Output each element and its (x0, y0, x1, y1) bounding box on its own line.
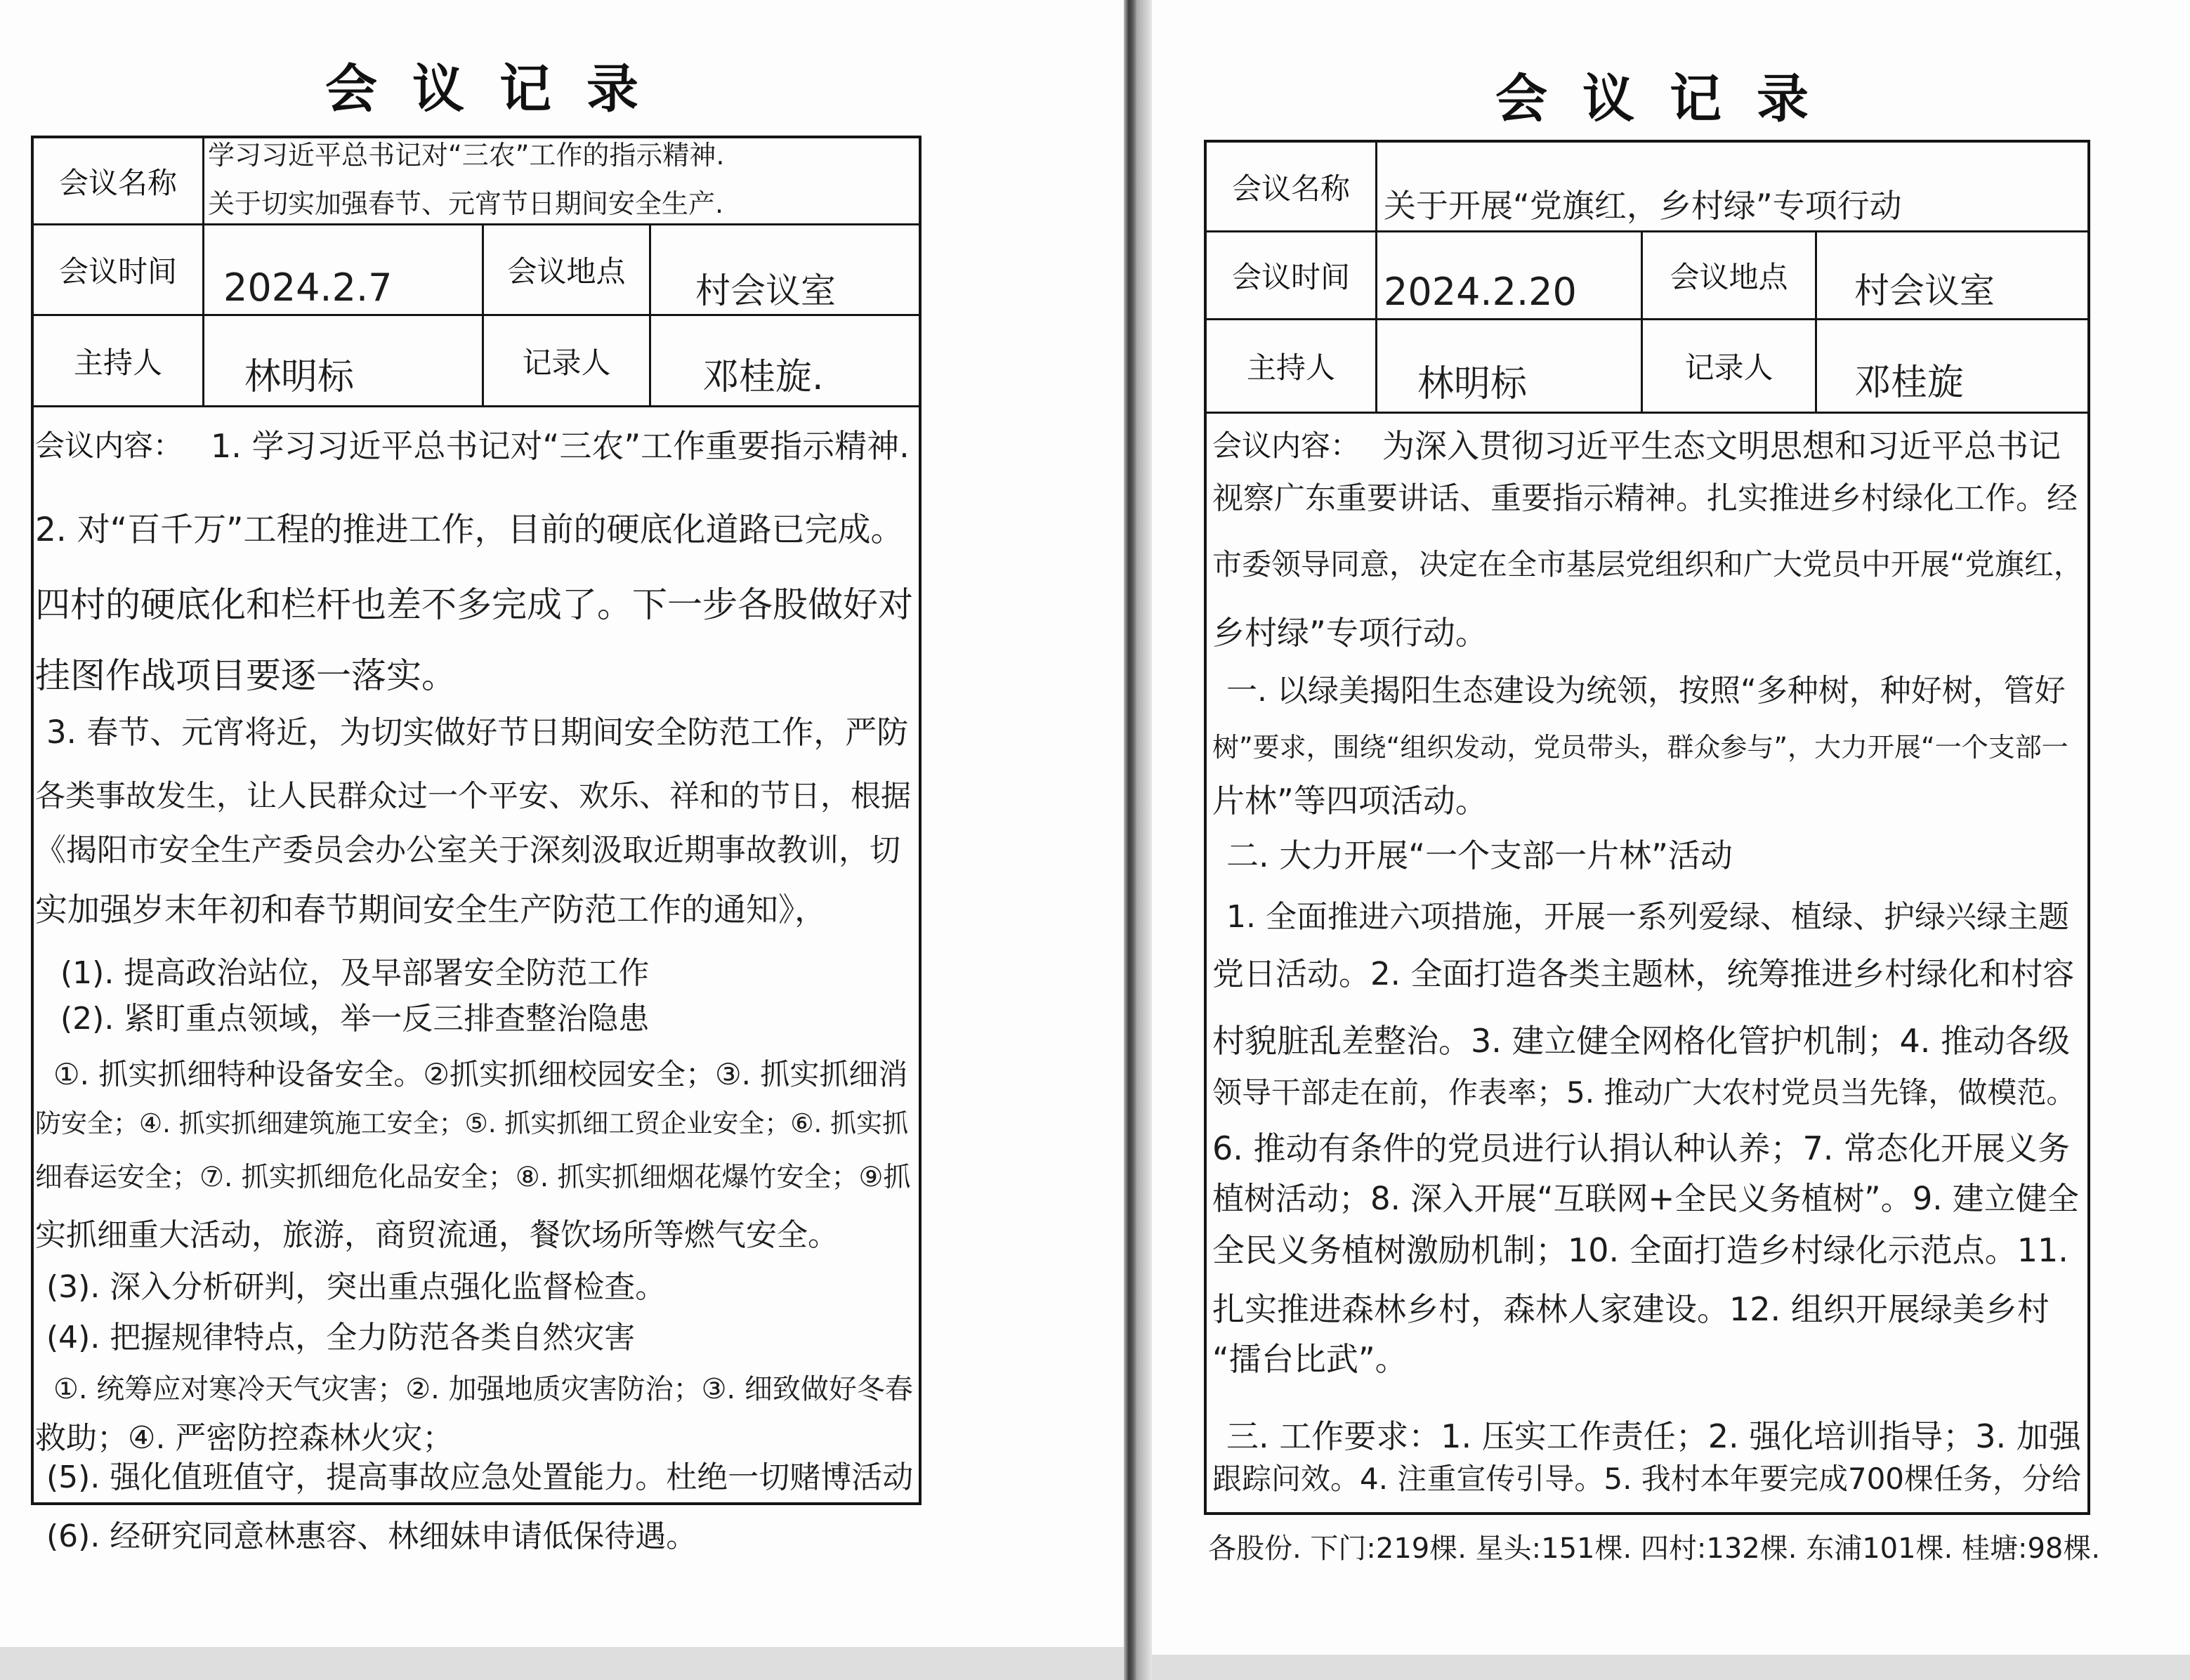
meeting-place-label: 会议地点 (507, 254, 626, 289)
content-line: ①. 抓实抓细特种设备安全。②抓实抓细校园安全；③. 抓实抓细消 (53, 1057, 908, 1091)
page-gutter-shadow (1124, 0, 1136, 1680)
meeting-name-label: 会议名称 (1231, 171, 1350, 206)
host-label: 主持人 (73, 345, 162, 380)
content-line: (1). 提高政治站位，及早部署安全防范工作 (60, 955, 650, 991)
content-line: 全民义务植树激励机制；10. 全面打造乡村绿化示范点。11. (1212, 1231, 2068, 1269)
right-page (1152, 0, 2190, 1655)
content-line: 6. 推动有条件的党员进行认捐认种认养；7. 常态化开展义务 (1212, 1129, 2071, 1167)
meeting-content-label: 会议内容： (35, 428, 183, 463)
table-rule (202, 138, 204, 405)
content-line: 实加强岁末年初和春节期间安全生产防范工作的通知》， (35, 891, 827, 928)
content-line: 各类事故发生，让人民群众过一个平安、欢乐、祥和的节日，根据 (35, 779, 911, 814)
content-line: 村貌脏乱差整治。3. 建立健全网格化管护机制；4. 推动各级 (1212, 1022, 2071, 1060)
content-line: (3). 深入分析研判，突出重点强化监督检查。 (46, 1269, 667, 1305)
content-line: 市委领导同意，决定在全市基层党组织和广大党员中开展“党旗红， (1212, 547, 2083, 582)
content-line: “擂台比武”。 (1212, 1340, 1408, 1378)
content-line: (4). 把握规律特点，全力防范各类自然灾害 (46, 1320, 636, 1356)
content-line: (2). 紧盯重点领域，举一反三排查整治隐患 (60, 1001, 650, 1037)
content-line: 视察广东重要讲话、重要指示精神。扎实推进乡村绿化工作。经 (1212, 480, 2078, 516)
content-line: 乡村绿”专项行动。 (1212, 614, 1488, 652)
table-rule (34, 405, 919, 407)
recorder-label: 记录人 (1684, 350, 1773, 385)
content-line: 1. 全面推进六项措施，开展一系列爱绿、植绿、护绿兴绿主题 (1226, 899, 2069, 935)
content-line: 《揭阳市安全生产委员会办公室关于深刻汲取近期事故教训，切 (35, 832, 900, 868)
host-value: 林明标 (1417, 363, 1528, 405)
content-line: 扎实推进森林乡村，森林人家建设。12. 组织开展绿美乡村 (1212, 1290, 2050, 1328)
content-line: 跟踪问效。4. 注重宣传引导。5. 我村本年要完成700棵任务，分给 (1212, 1462, 2082, 1496)
content-line: (5). 强化值班值守，提高事故应急处置能力。杜绝一切赌博活动 (46, 1459, 914, 1495)
content-line: 细春运安全；⑦. 抓实抓细危化品安全；⑧. 抓实抓细烟花爆竹安全；⑨抓 (35, 1162, 911, 1193)
meeting-name-value: 关于切实加强春节、元宵节日期间安全生产. (208, 188, 724, 219)
table-rule (1207, 412, 2087, 414)
content-line: 2. 对“百千万”工程的推进工作，目前的硬底化道路已完成。 (35, 511, 904, 549)
content-line: 四村的硬底化和栏杆也差不多完成了。下一步各股做好对 (35, 584, 913, 625)
content-line: 植树活动；8. 深入开展“互联网+全民义务植树”。9. 建立健全 (1212, 1180, 2079, 1217)
content-line: 二. 大力开展“一个支部一片林”活动 (1226, 836, 1733, 874)
meeting-place-label: 会议地点 (1670, 260, 1788, 294)
content-line: 防安全；④. 抓实抓细建筑施工安全；⑤. 抓实抓细工贸企业安全；⑥. 抓实抓 (35, 1108, 909, 1138)
meeting-content-label: 会议内容： (1212, 428, 1360, 463)
page-title: 会议记录 (325, 59, 674, 119)
content-line: 挂图作战项目要逐一落实。 (35, 655, 457, 696)
meeting-place-value: 村会议室 (695, 270, 836, 311)
table-rule (649, 223, 651, 405)
content-line: 1. 学习习近平总书记对“三农”工作重要指示精神. (211, 427, 910, 465)
page-gutter (1136, 0, 1152, 1680)
page-title: 会议记录 (1495, 69, 1844, 129)
content-line: 树”要求，围绕“组织发动，党员带头，群众参与”，大力开展“一个支部一 (1212, 732, 2068, 763)
content-line: 实抓细重大活动，旅游，商贸流通，餐饮场所等燃气安全。 (35, 1217, 839, 1253)
content-line: 片林”等四项活动。 (1212, 782, 1488, 820)
content-line: 领导干部走在前，作表率；5. 推动广大农村党员当先锋，做模范。 (1212, 1075, 2076, 1110)
table-rule (1375, 143, 1377, 412)
meeting-name-value: 学习习近平总书记对“三农”工作的指示精神. (208, 140, 725, 171)
content-line: 为深入贯彻习近平生态文明思想和习近平总书记 (1382, 427, 2061, 465)
table-rule (1815, 230, 1817, 412)
content-line: 救助；④. 严密防控森林火灾； (35, 1420, 454, 1456)
recorder-label: 记录人 (522, 345, 611, 380)
content-line-below-table: 各股份. 下门:219棵. 星头:151棵. 四村:132棵. 东浦101棵. 桂塘:98棵. (1208, 1533, 2101, 1565)
content-line: 3. 春节、元宵将近，为切实做好节日期间安全防范工作，严防 (46, 714, 909, 751)
recorder-value: 邓桂旋 (1854, 362, 1965, 404)
content-line: 三. 工作要求：1. 压实工作责任；2. 强化培训指导；3. 加强 (1226, 1417, 2081, 1455)
host-value: 林明标 (244, 356, 355, 398)
meeting-name-label: 会议名称 (58, 165, 177, 200)
meeting-place-value: 村会议室 (1854, 270, 1995, 311)
meeting-time-value: 2024.2.7 (223, 265, 393, 310)
meeting-name-value: 关于开展“党旗红，乡村绿”专项行动 (1384, 187, 1902, 225)
content-line: 一. 以绿美揭阳生态建设为统领，按照“多种树，种好树，管好 (1226, 673, 2066, 709)
recorder-value: 邓桂旋. (702, 356, 824, 398)
content-line: ①. 统筹应对寒冷天气灾害；②. 加强地质灾害防治；③. 细致做好冬春 (53, 1373, 913, 1405)
meeting-time-value: 2024.2.20 (1384, 270, 1577, 314)
content-line: 党日活动。2. 全面打造各类主题林，统筹推进乡村绿化和村容 (1212, 955, 2075, 992)
host-label: 主持人 (1246, 350, 1335, 385)
meeting-time-label: 会议时间 (58, 254, 177, 289)
meeting-time-label: 会议时间 (1231, 260, 1350, 294)
content-line-below-table: (6). 经研究同意林惠容、林细妹申请低保待遇。 (46, 1518, 697, 1554)
